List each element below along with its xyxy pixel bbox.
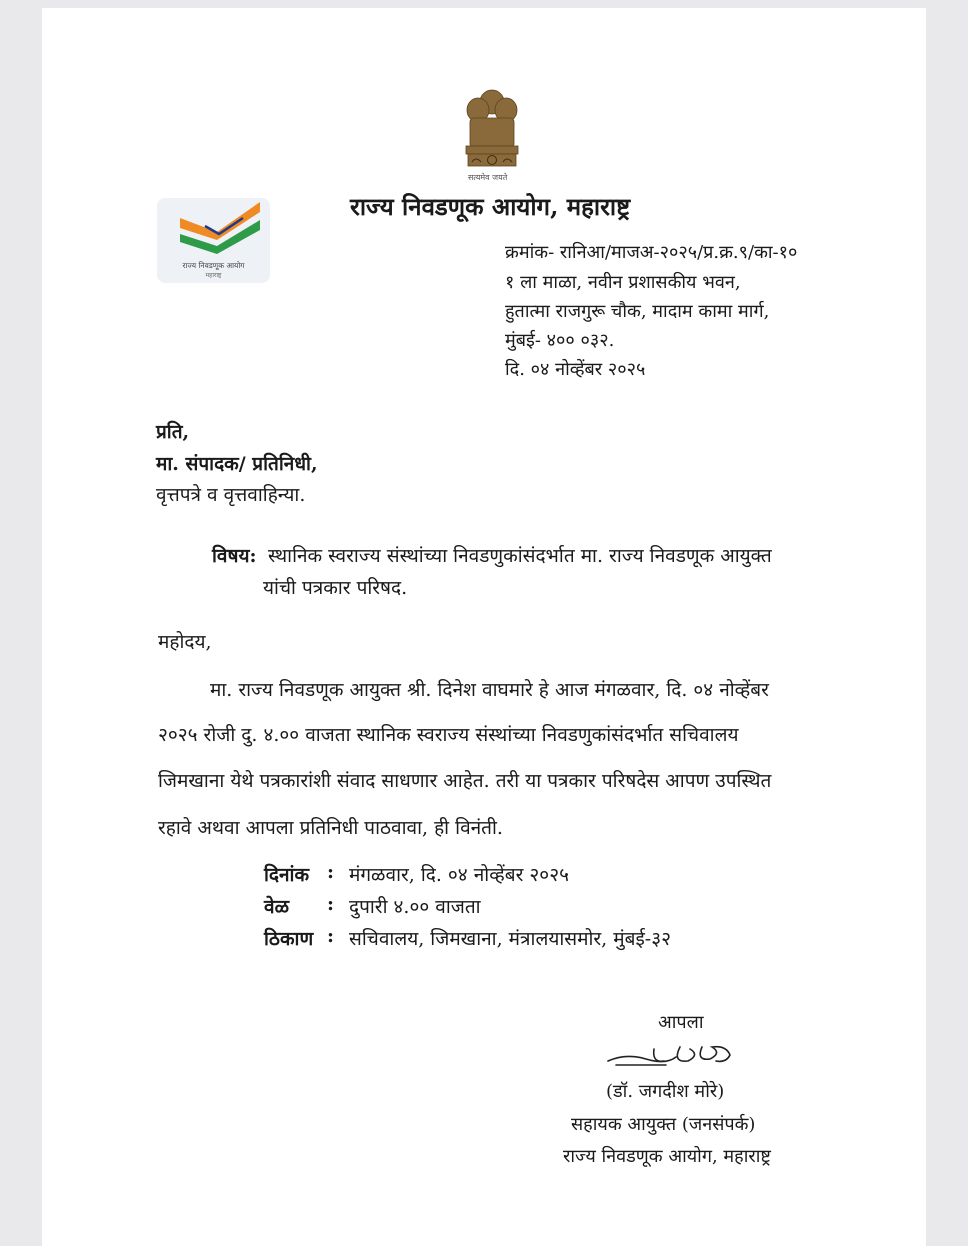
signatory-organization: राज्य निवडणूक आयोग, महाराष्ट्र (563, 1146, 771, 1167)
detail-label-time: वेळ (264, 896, 290, 918)
detail-sep-date: : (327, 861, 335, 883)
recipient-to: प्रति, (156, 421, 190, 443)
address-line-2: हुतात्मा राजगुरू चौक, मादाम कामा मार्ग, (505, 301, 770, 322)
reference-number: क्रमांक- रानिआ/माजअ-२०२५/प्र.क्र.९/का-१० (505, 242, 798, 263)
detail-value-date: मंगळवार, दि. ०४ नोव्हेंबर २०२५ (349, 864, 569, 886)
detail-label-date: दिनांक (264, 864, 310, 886)
signature-icon (606, 1041, 748, 1069)
recipient-org: वृत्तपत्रे व वृत्तवाहिन्या. (156, 484, 306, 506)
address-line-1: १ ला माळा, नवीन प्रशासकीय भवन, (505, 272, 741, 293)
subject-line-2: यांची पत्रकार परिषद. (263, 577, 408, 599)
salutation: महोदय, (158, 631, 212, 653)
body-line-3: जिमखाना येथे पत्रकारांशी संवाद साधणार आहेत. तरी या पत्रकार परिषदेस आपण उपस्थित (158, 770, 772, 792)
detail-label-venue: ठिकाण (264, 928, 314, 950)
emblem-motto: सत्यमेव जयते (468, 173, 508, 182)
body-line-1: मा. राज्य निवडणूक आयुक्त श्री. दिनेश वाघमारे हे आज मंगळवार, दि. ०४ नोव्हेंबर (210, 679, 769, 701)
detail-sep-venue: : (327, 925, 335, 947)
body-line-2: २०२५ रोजी दु. ४.०० वाजता स्थानिक स्वराज्य संस्थांच्या निवडणुकांसंदर्भात सचिवालय (158, 724, 739, 746)
body-line-4: रहावे अथवा आपला प्रतिनिधी पाठवावा, ही विनंती. (158, 817, 503, 839)
detail-value-venue: सचिवालय, जिमखाना, मंत्रालयासमोर, मुंबई-३२ (349, 928, 671, 950)
address-line-3: मुंबई- ४०० ०३२. (505, 330, 615, 351)
subject-label: विषय: (212, 545, 257, 567)
letter-date: दि. ०४ नोव्हेंबर २०२५ (505, 359, 646, 380)
detail-value-time: दुपारी ४.०० वाजता (349, 896, 481, 918)
logo-caption-state: महाराष्ट्र (205, 272, 222, 279)
page-title: राज्य निवडणूक आयोग, महाराष्ट्र (350, 192, 631, 221)
signatory-designation: सहायक आयुक्त (जनसंपर्क) (571, 1114, 756, 1135)
detail-sep-time: : (327, 893, 335, 915)
signatory-name: (डॉ. जगदीश मोरे) (606, 1081, 725, 1102)
subject-line-1: स्थानिक स्वराज्य संस्थांच्या निवडणुकांसंदर्भात मा. राज्य निवडणूक आयुक्त (268, 545, 772, 567)
closing: आपला (658, 1012, 704, 1033)
recipient-name: मा. संपादक/ प्रतिनिधी, (156, 453, 318, 475)
sec-logo-mark-icon (175, 200, 265, 258)
logo-caption: राज्य निवडणूक आयोग (182, 261, 245, 270)
